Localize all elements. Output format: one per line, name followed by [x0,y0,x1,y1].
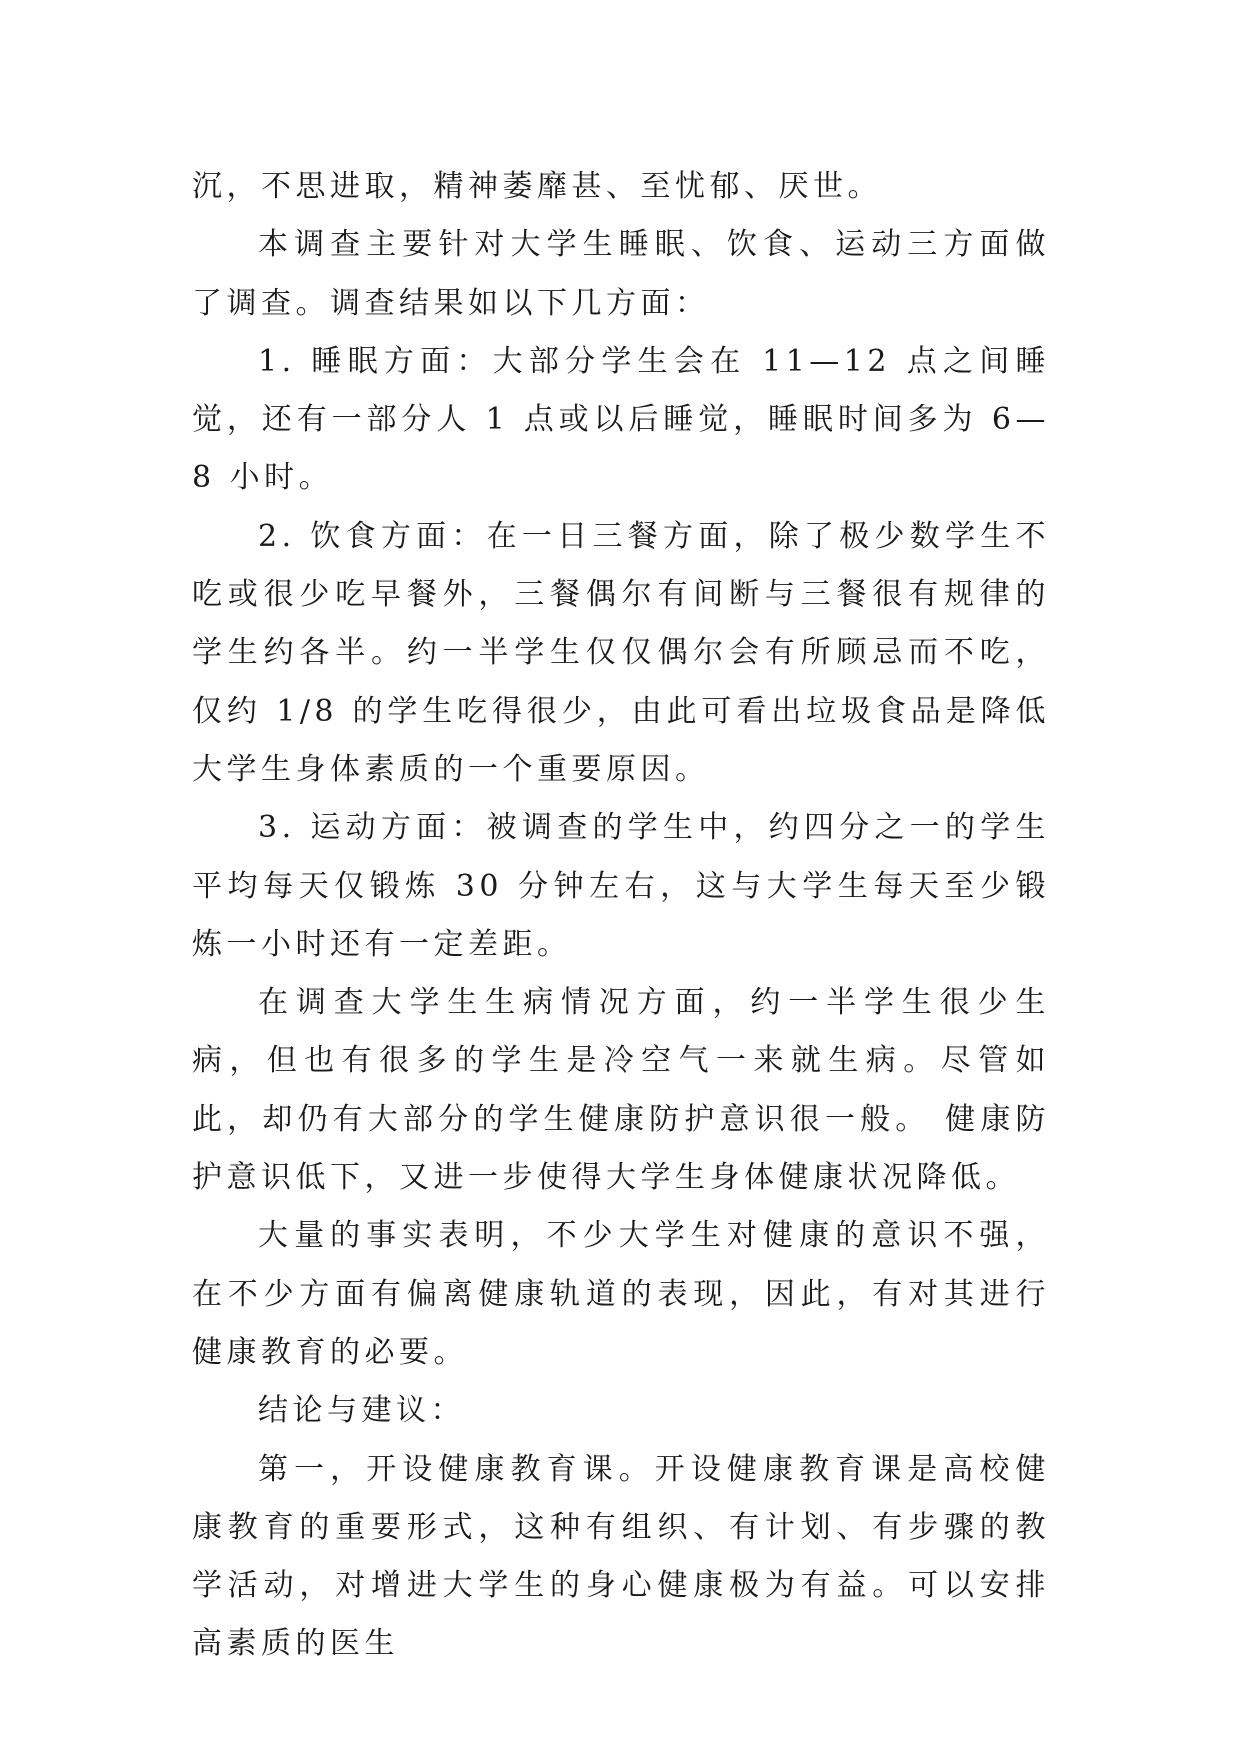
paragraph-sleep: 1. 睡眠方面：大部分学生会在 11—12 点之间睡觉，还有一部分人 1 点或以后睡觉，睡眠时间多为 6—8 小时。 [192,343,1050,496]
paragraph-illness: 在调查大学生生病情况方面，约一半学生很少生病，但也有很多的学生是冷空气一来就生病。尽管如此，却仍有大部分的学生健康防护意识很一般。 健康防护意识低下，又进一步使得大学生身体健康状况降低。 [192,985,1050,1196]
paragraph-conclusion-heading: 结论与建议： [258,1393,465,1429]
paragraph-suggestion-1: 第一，开设健康教育课。开设健康教育课是高校健康教育的重要形式，这种有组织、有计划、有步骤的教学活动，对增进大学生的身心健康极为有益。可以安排高素质的医生 [192,1451,1050,1662]
paragraph-exercise: 3. 运动方面：被调查的学生中，约四分之一的学生平均每天仅锻炼 30 分钟左右，这与大学生每天至少锻炼一小时还有一定差距。 [192,810,1050,962]
paragraph-continuation: 沉，不思进取，精神萎靡甚、至忧郁、厌世。 [192,169,882,204]
paragraph-facts: 大量的事实表明，不少大学生对健康的意识不强，在不少方面有偏离健康轨道的表现，因此，有对其进行健康教育的必要。 [192,1218,1050,1370]
document-body [192,158,1050,1674]
paragraph-diet: 2. 饮食方面：在一日三餐方面，除了极少数学生不吃或很少吃早餐外，三餐偶尔有间断与三餐很有规律的学生约各半。约一半学生仅仅偶尔会有所顾忌而不吃，仅约 1/8 的学生吃得很少，由此可看出垃圾食品是降低大学生身体素质的一个重要原因。 [192,518,1050,787]
paragraph-survey-intro: 本调查主要针对大学生睡眠、饮食、运动三方面做了调查。调查结果如以下几方面： [192,227,1050,321]
